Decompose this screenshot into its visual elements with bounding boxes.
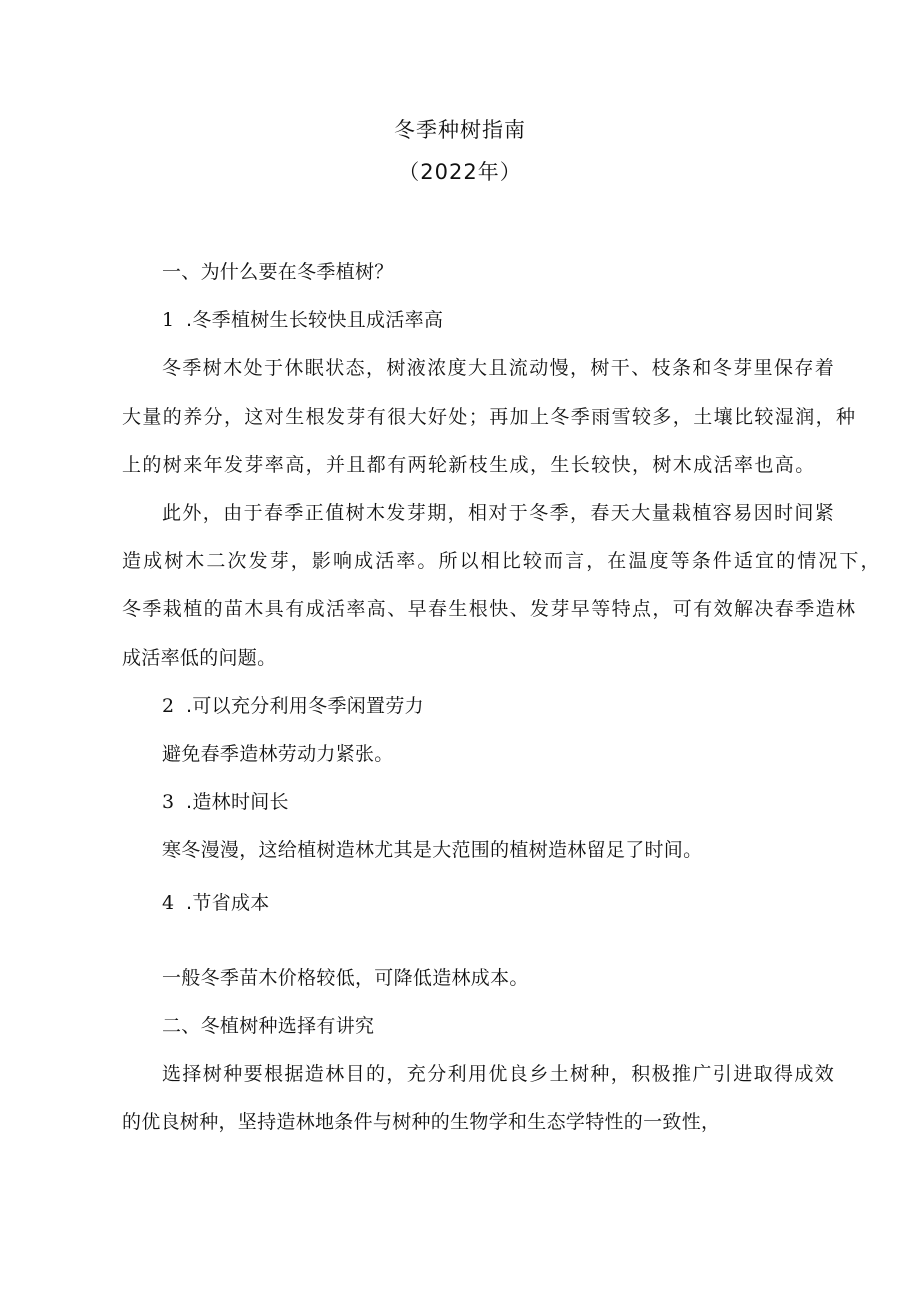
paragraph-line: 上的树来年发芽率高，并且都有两轮新枝生成，生长较快，树木成活率也高。 — [122, 454, 816, 476]
item-heading-3 — [162, 787, 289, 814]
item-number: 4 — [162, 892, 175, 914]
item-heading-4 — [162, 888, 270, 915]
paragraph-line: 的优良树种，坚持造林地条件与树种的生物学和生态学特性的一致性， — [122, 1111, 721, 1133]
paragraph-line: 寒冬漫漫，这给植树造林尤其是大范围的植树造林留足了时间。 — [162, 839, 703, 861]
paragraph-line: 避免春季造林劳动力紧张。 — [162, 743, 394, 765]
paragraph-line: 冬季栽植的苗木具有成活率高、早春生根快、发芽早等特点，可有效解决春季造林 — [122, 598, 857, 620]
item-heading-text: .可以充分利用冬季闲置劳力 — [186, 695, 424, 717]
paragraph-line: 冬季树木处于休眠状态，树液浓度大且流动慢，树干、枝条和冬芽里保存着 — [162, 357, 836, 379]
page-subtitle: （2022年） — [398, 160, 522, 184]
item-number: 2 — [162, 695, 175, 717]
item-number: 1 — [162, 309, 175, 331]
page-title: 冬季种树指南 — [394, 118, 526, 142]
paragraph-line: 大量的养分，这对生根发芽有很大好处；再加上冬季雨雪较多，土壤比较湿润，种 — [122, 406, 857, 428]
paragraph-line: 选择树种要根据造林目的，充分利用优良乡土树种，积极推广引进取得成效 — [162, 1063, 836, 1085]
item-heading-2 — [162, 691, 424, 718]
section-heading-1: 一、为什么要在冬季植树？ — [162, 261, 394, 283]
paragraph-line: 成活率低的问题。 — [122, 647, 277, 669]
item-heading-text: .造林时间长 — [186, 791, 289, 813]
item-heading-text: .冬季植树生长较快且成活率高 — [186, 309, 444, 331]
item-heading-text: .节省成本 — [186, 892, 270, 914]
paragraph-line: 一般冬季苗木价格较低，可降低造林成本。 — [162, 967, 529, 989]
paragraph-line: 造成树木二次发芽，影响成活率。所以相比较而言，在温度等条件适宜的情况下， — [122, 550, 882, 572]
paragraph-line: 此外，由于春季正值树木发芽期，相对于冬季，春天大量栽植容易因时间紧 — [162, 502, 836, 524]
section-heading-2: 二、冬植树种选择有讲究 — [162, 1015, 375, 1037]
item-heading-1 — [162, 305, 443, 332]
item-number: 3 — [162, 791, 175, 813]
